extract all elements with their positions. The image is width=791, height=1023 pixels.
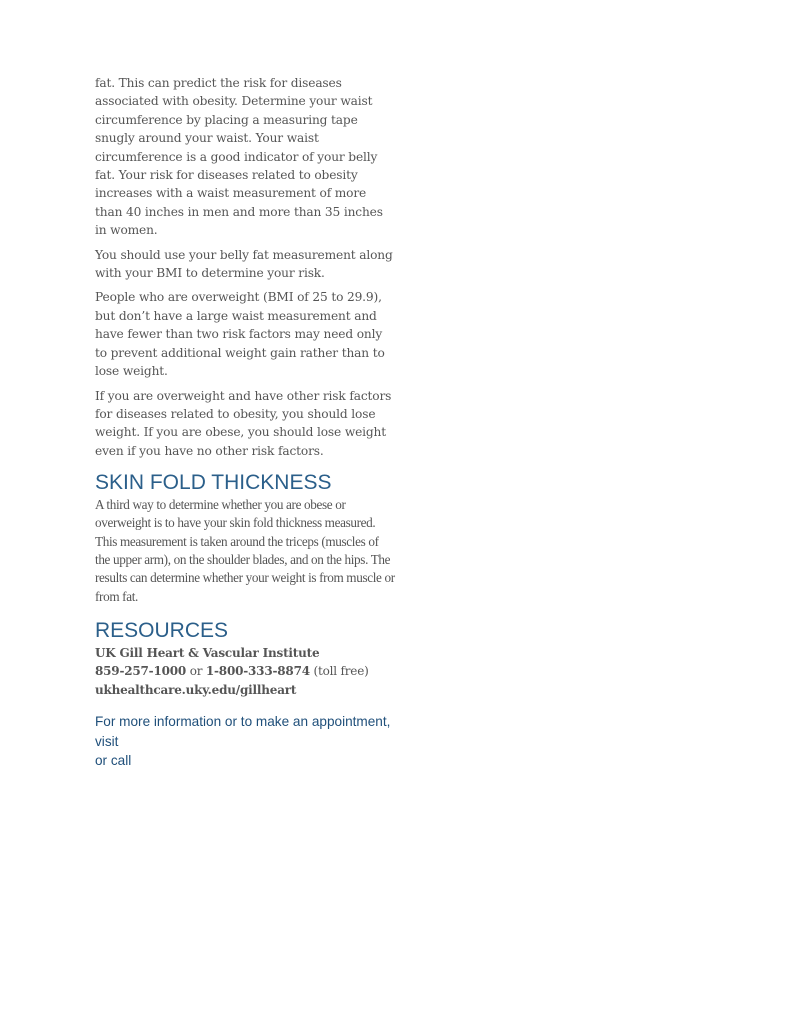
contact-block [95,712,415,771]
waist-circumference-paragraph: fat. This can predict the risk for diseases associated with obesity. Determine your waist circumference by placing a measuring tape snugly around your waist. Your waist circumference is a good indicator of your belly fat. Your risk for diseases related to obesity increases with a waist measurement of more than 40 inches in men and more than 35 inches in women. [95,76,383,238]
belly-fat-bmi-paragraph: You should use your belly fat measurement along with your BMI to determine your risk. [95,247,393,281]
tollfree-label: (toll free) [313,664,369,679]
resources-heading: RESOURCES [95,618,229,642]
or-label: or [189,664,203,679]
contact-line-call: or call [95,753,132,769]
contact-line-info: For more information or to make an appointment, [95,714,391,730]
phone-tollfree[interactable]: 1-800-333-8874 [205,664,310,679]
overweight-guidance-paragraph: People who are overweight (BMI of 25 to 29.9), but don’t have a large waist measurement and have fewer than two risk factors may need only to prevent additional weight gain rather than to lose weight. [95,290,385,379]
skin-fold-heading: SKIN FOLD THICKNESS [95,471,332,495]
institute-name: UK Gill Heart & Vascular Institute [95,645,320,660]
skin-fold-paragraph: A third way to determine whether you are obese or overweight is to have your skin fold thickness measured. This measurement is taken around the triceps (muscles of the upper arm), on the shoulder blades, and on the hips. The results can determine whether your weight is from muscle or from fat. [95,497,395,604]
phone-local[interactable]: 859-257-1000 [95,664,187,679]
contact-line-visit: visit [95,733,119,749]
lose-weight-paragraph: If you are overweight and have other risk factors for diseases related to obesity, you should lose weight. If you are obese, you should lose weight even if you have no other risk factors. [95,388,392,458]
phone-line [95,662,395,681]
document-column [95,74,395,771]
website-link[interactable]: ukhealthcare.uky.edu/gillheart [95,682,297,697]
